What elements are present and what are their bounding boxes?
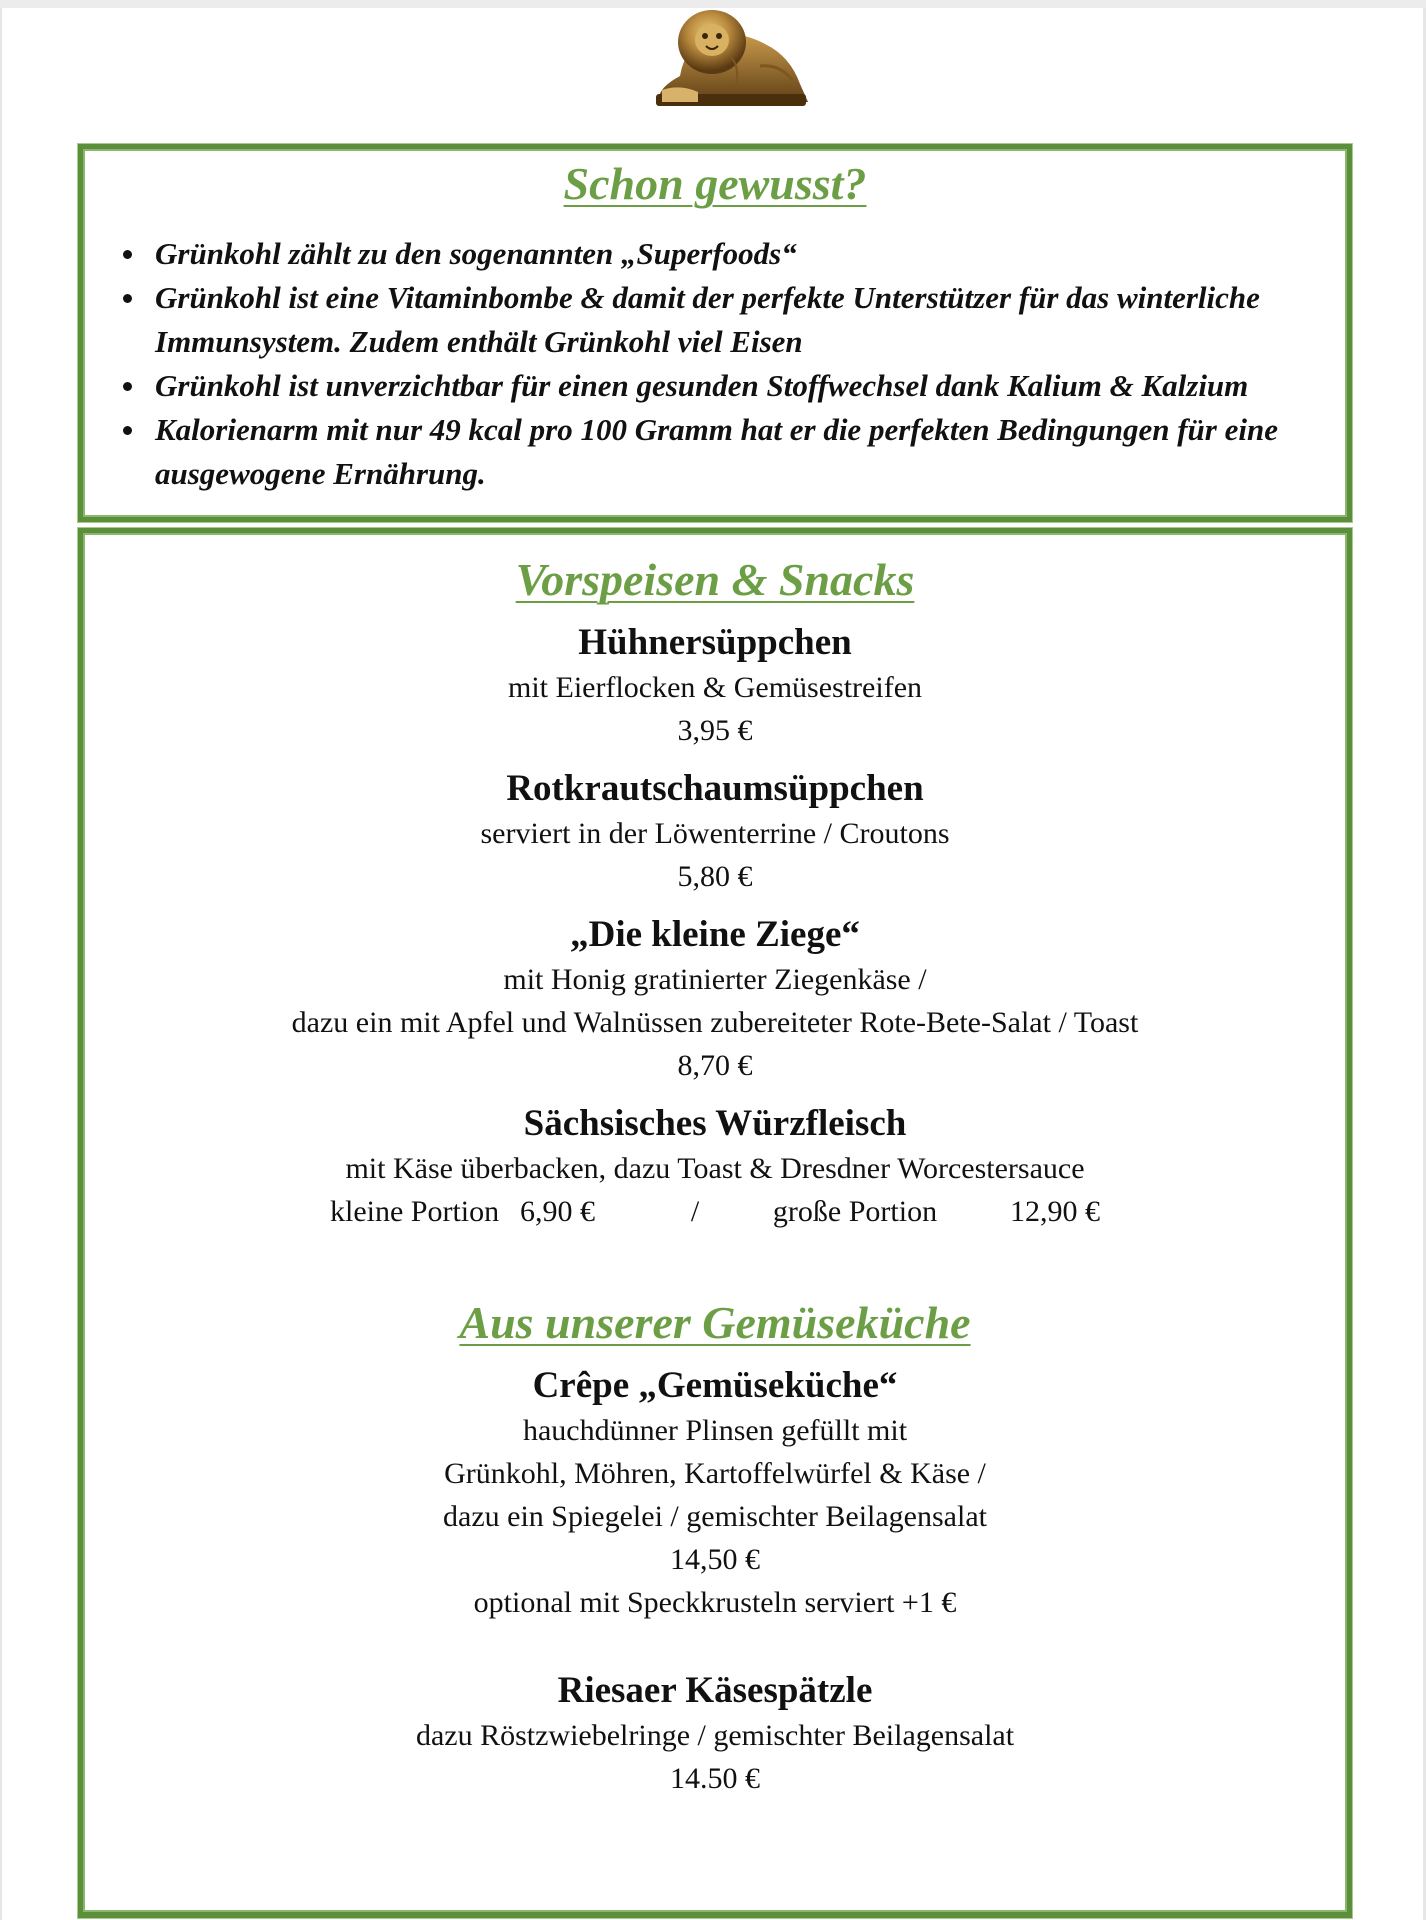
- portion-separator: /: [690, 1195, 700, 1228]
- dish-saechsisches-wuerzfleisch: [83, 1101, 1347, 1234]
- dish-description: dazu ein Spiegelei / gemischter Beilagensalat: [443, 1500, 987, 1533]
- dish-description: dazu Röstzwiebelringe / gemischter Beilagensalat: [415, 1719, 1015, 1752]
- dish-name: Rotkrautschaumsüppchen: [506, 768, 924, 809]
- starters-title: Vorspeisen & Snacks: [515, 554, 915, 605]
- dish-description: dazu ein mit Apfel und Walnüssen zubereiteter Rote-Bete-Salat / Toast: [291, 1006, 1139, 1039]
- dish-rotkrautschaumsueppchen: [83, 766, 1347, 898]
- page-edge-left: [0, 8, 2, 1920]
- dish-name: „Die kleine Ziege“: [570, 914, 860, 955]
- dish-price: 14.50 €: [670, 1762, 760, 1795]
- dish-description: serviert in der Löwenterrine / Croutons: [480, 817, 950, 850]
- menu-box: [78, 528, 1352, 1918]
- dish-description: hauchdünner Plinsen gefüllt mit: [522, 1414, 908, 1447]
- portion-prices: [83, 1190, 1347, 1234]
- fact-item: Grünkohl ist eine Vitaminbombe & damit der perfekte Unterstützer für das winterliche Immunsystem. Zudem enthält Grünkohl viel Eisen: [123, 276, 1347, 364]
- dish-crepe-gemuesekueche: [83, 1363, 1347, 1624]
- lion-statue-logo: [640, 6, 820, 110]
- dish-price: 3,95 €: [677, 714, 753, 747]
- fact-item: Grünkohl zählt zu den sogenannten „Superfoods“: [123, 232, 1347, 276]
- dish-name: Riesaer Käsespätzle: [557, 1670, 873, 1711]
- dish-description: Grünkohl, Möhren, Kartoffelwürfel & Käse /: [444, 1457, 986, 1490]
- large-portion-label: große Portion: [772, 1195, 938, 1228]
- dish-riesaer-kaesespaetzle: [83, 1668, 1347, 1800]
- dish-name: Sächsisches Würzfleisch: [523, 1103, 907, 1144]
- dish-description: mit Honig gratinierter Ziegenkäse /: [503, 963, 927, 996]
- large-portion-price: 12,90 €: [1010, 1195, 1100, 1228]
- facts-title: Schon gewusst?: [563, 158, 867, 209]
- dish-note: optional mit Speckkrusteln serviert +1 €: [473, 1586, 957, 1619]
- dish-price: 14,50 €: [670, 1543, 760, 1576]
- small-portion-label: kleine Portion: [330, 1195, 500, 1228]
- dish-price: 5,80 €: [677, 860, 753, 893]
- fact-item: Grünkohl ist unverzichtbar für einen gesunden Stoffwechsel dank Kalium & Kalzium: [123, 364, 1347, 408]
- dish-description: mit Eierflocken & Gemüsestreifen: [507, 671, 923, 704]
- fact-item: Kalorienarm mit nur 49 kcal pro 100 Gramm hat er die perfekten Bedingungen für eine ausgewogene Ernährung.: [123, 408, 1347, 496]
- dish-price: 8,70 €: [677, 1049, 753, 1082]
- dish-name: Crêpe „Gemüseküche“: [532, 1365, 898, 1406]
- vegetables-title: Aus unserer Gemüseküche: [459, 1297, 971, 1348]
- dish-huehnersueppchen: [83, 620, 1347, 752]
- dish-description: mit Käse überbacken, dazu Toast & Dresdner Worcestersauce: [345, 1152, 1085, 1185]
- facts-list: [83, 232, 1347, 496]
- facts-box: [78, 144, 1352, 522]
- dish-name: Hühnersüppchen: [578, 622, 852, 663]
- dish-die-kleine-ziege: [83, 912, 1347, 1087]
- small-portion-price: 6,90 €: [520, 1195, 595, 1228]
